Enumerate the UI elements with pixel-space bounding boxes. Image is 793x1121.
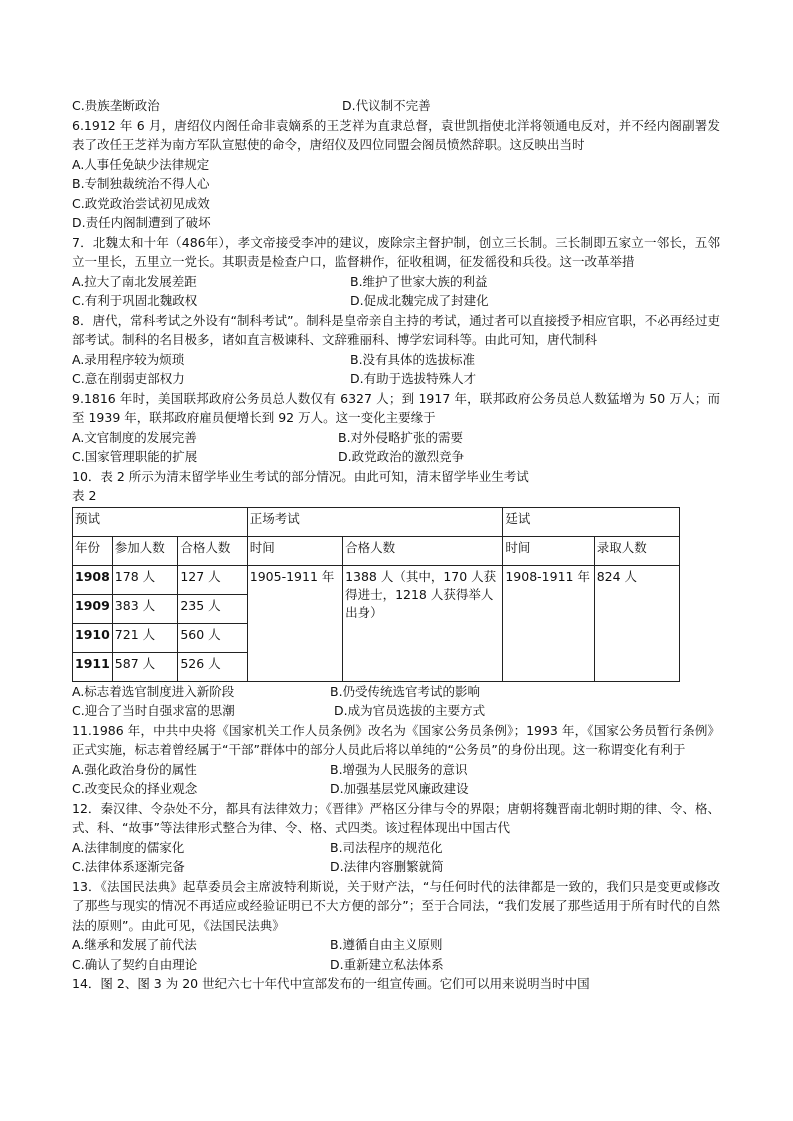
q7-options-row-1 (72, 272, 720, 292)
q9-options-row-1 (72, 428, 720, 448)
q12-options-row-2 (72, 857, 720, 877)
q10-option-d: D.成为官员选拔的主要方式 (334, 703, 486, 718)
table-cell-participants: 383 人 (112, 594, 178, 623)
q5-option-c: C.贵族垄断政治 (72, 98, 160, 113)
q13-options-row-1 (72, 935, 720, 955)
q5-option-d: D.代议制不完善 (342, 98, 431, 113)
table-cell-participants: 178 人 (112, 565, 178, 594)
table-cell-passed: 127 人 (178, 565, 247, 594)
q8-option-d: D.有助于选拔特殊人才 (350, 371, 477, 386)
exam-page (72, 96, 720, 994)
table-cell-year: 1909 (73, 594, 113, 623)
q13-option-b: B.遵循自由主义原则 (330, 937, 443, 952)
table-cell-palace-admitted: 824 人 (594, 565, 679, 681)
q7-option-d: D.促成北魏完成了封建化 (350, 293, 489, 308)
header-main-exam: 正场考试 (247, 507, 503, 536)
q7-option-a: A.拉大了南北发展差距 (72, 273, 197, 289)
q6-option-b: B.专制独裁统治不得人心 (72, 176, 210, 191)
q13-stem: 13．《法国民法典》起草委员会主席波特利斯说，关于财产法，“与任何时代的法律都是一致的，我们只是变更或修改了那些与现实的情况不再适应或经验证明已不大方便的部分”；至于合同法，“我们发展了那些适用于所有时代的自然法的原则”。由此可见，《法国民法典》 (72, 878, 720, 933)
table-cell-main-time: 1905-1911 年 (247, 565, 342, 681)
subheader-main-passed: 合格人数 (343, 536, 503, 565)
q9-options-row-2 (72, 447, 720, 467)
q13-options-row-2 (72, 955, 720, 975)
q9-option-a: A.文官制度的发展完善 (72, 429, 197, 445)
q7-option-c: C.有利于巩固北魏政权 (72, 293, 198, 308)
header-prelim: 预试 (73, 507, 248, 536)
q6-option-d: D.责任内阁制遭到了破坏 (72, 215, 211, 230)
table-cell-year: 1910 (73, 623, 113, 652)
q13-option-c: C.确认了契约自由理论 (72, 956, 198, 972)
table-cell-participants: 587 人 (112, 652, 178, 681)
q10-option-a: A.标志着选官制度进入新阶段 (72, 683, 235, 699)
table-cell-passed: 560 人 (178, 623, 247, 652)
q9-option-c: C.国家管理职能的扩展 (72, 449, 198, 464)
q11-options-row-1 (72, 760, 720, 780)
subheader-palace-admitted: 录取人数 (594, 536, 679, 565)
q12-option-d: D.法律内容删繁就简 (330, 859, 444, 874)
table-caption: 表 2 (72, 488, 97, 503)
table-cell-participants: 721 人 (112, 623, 178, 652)
q11-option-c: C.改变民众的择业观念 (72, 781, 198, 796)
q8-option-a: A.录用程序较为烦琐 (72, 351, 185, 367)
q8-stem: 8．唐代，常科考试之外设有“制科考试”。制科是皇帝亲自主持的考试，通过者可以直接授予相应官职，不必再经过吏部考试。制科的名目极多，诸如直言极谏科、文辞雅丽科、博学宏词科等。由此可知，唐代制科 (72, 312, 720, 347)
q12-option-b: B.司法程序的规范化 (330, 839, 443, 855)
q10-stem: 10．表 2 所示为清末留学毕业生考试的部分情况。由此可知，清末留学毕业生考试 (72, 468, 529, 484)
q6-option-a: A.人事任免缺少法律规定 (72, 156, 210, 172)
q11-option-d: D.加强基层党风廉政建设 (330, 781, 469, 796)
q14-stem: 14．图 2、图 3 为 20 世纪六七十年代中宣部发布的一组宣传画。它们可以用来说明当时中国 (72, 976, 590, 991)
q11-stem: 11.1986 年，中共中央将《国家机关工作人员条例》改名为《国家公务员条例》；1993 年，《国家公务员暂行条例》正式实施，标志着曾经属于“干部”群体中的部分人员此后将以单纯的“公务员”的身份出现。这一称谓变化有利于 (72, 722, 720, 757)
q8-options-row-1 (72, 350, 720, 370)
q9-option-b: B.对外侵略扩张的需要 (338, 429, 464, 445)
q9-option-d: D.政党政治的激烈竞争 (338, 449, 465, 464)
q7-options-row-2 (72, 291, 720, 311)
table-cell-passed: 526 人 (178, 652, 247, 681)
q9-stem: 9.1816 年时，美国联邦政府公务员总人数仅有 6327 人；到 1917 年，联邦政府公务员总人数猛增为 50 万人；而至 1939 年，联邦政府雇员便增长到 92 万人。这一变化主要缘于 (72, 390, 720, 425)
q12-options-row-1 (72, 838, 720, 858)
q11-option-b: B.增强为人民服务的意识 (330, 761, 468, 777)
subheader-main-time: 时间 (247, 536, 342, 565)
q10-options-row-1 (72, 682, 720, 702)
q11-option-a: A.强化政治身份的属性 (72, 761, 197, 777)
table-cell-year: 1911 (73, 652, 113, 681)
subheader-year: 年份 (73, 536, 113, 565)
table-cell-year: 1908 (73, 565, 113, 594)
header-palace-exam: 廷试 (503, 507, 680, 536)
q11-options-row-2 (72, 779, 720, 799)
q12-option-a: A.法律制度的儒家化 (72, 839, 185, 855)
subheader-palace-time: 时间 (503, 536, 594, 565)
q13-option-a: A.继承和发展了前代法 (72, 937, 197, 952)
q8-option-b: B.没有具体的选拔标准 (350, 351, 476, 367)
q12-stem: 12．秦汉律、令杂处不分，都具有法律效力；《晋律》严格区分律与令的界限；唐朝将魏晋南北朝时期的律、令、格、式、科、“故事”等法律形式整合为律、令、格、式四类。该过程体现出中国古代 (72, 800, 720, 835)
q6-option-c: C.政党政治尝试初见成效 (72, 195, 210, 211)
q12-option-c: C.法律体系逐渐完备 (72, 859, 185, 874)
table-cell-main-passed: 1388 人（其中，170 人获得进士，1218 人获得举人出身） (343, 565, 503, 681)
table-cell-palace-time: 1908-1911 年 (503, 565, 594, 681)
q7-stem: 7．北魏太和十年（486年），孝文帝接受李冲的建议，废除宗主督护制，创立三长制。三长制即五家立一邻长，五邻立一里长，五里立一党长。其职责是检查户口，监督耕作，征收租调，征发徭役和兵役。这一改革举措 (72, 234, 720, 269)
q10-option-c: C.迎合了当时自强求富的思潮 (72, 703, 235, 718)
subheader-participants: 参加人数 (112, 536, 178, 565)
table-cell-passed: 235 人 (178, 594, 247, 623)
table-2 (72, 507, 680, 682)
q8-option-c: C.意在削弱吏部权力 (72, 371, 185, 386)
q6-stem: 6.1912 年 6 月，唐绍仪内阁任命非袁嫡系的王芝祥为直隶总督，袁世凯指使北洋将领通电反对，并不经内阁副署发表了改任王芝祥为南方军队宣慰使的命令，唐绍仪及四位同盟会阁员愤然辞职。这反映出当时 (72, 117, 720, 152)
q8-options-row-2 (72, 369, 720, 389)
q10-option-b: B.仍受传统选官考试的影响 (330, 683, 481, 699)
q5-options-row (72, 96, 720, 116)
q7-option-b: B.维护了世家大族的利益 (350, 273, 488, 289)
subheader-passed: 合格人数 (178, 536, 247, 565)
q10-options-row-2 (72, 701, 720, 721)
q13-option-d: D.重新建立私法体系 (330, 956, 444, 972)
